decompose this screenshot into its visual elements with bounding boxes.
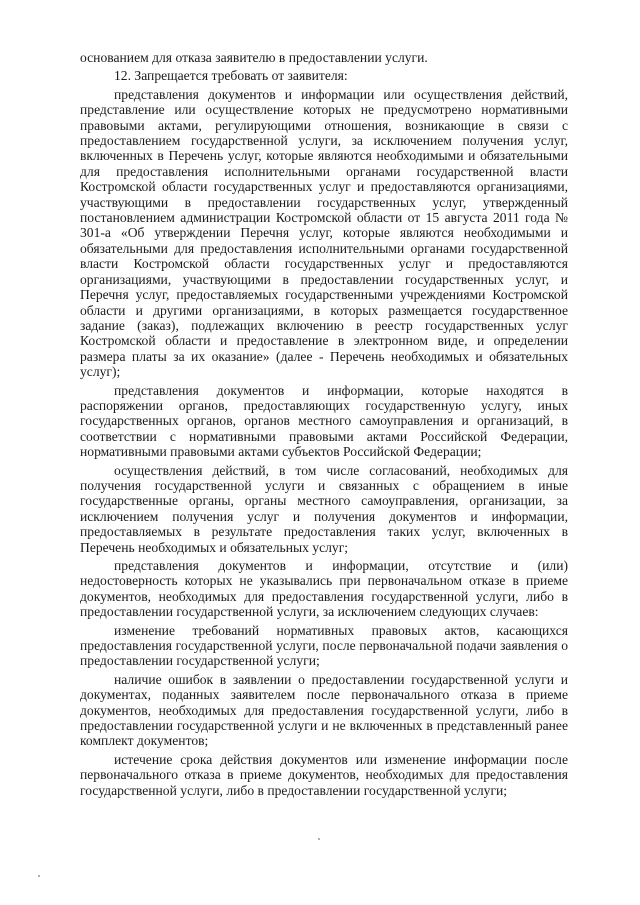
paragraph-intro-end: основанием для отказа заявителю в предоставлении услуги. bbox=[80, 50, 428, 65]
scan-speck bbox=[38, 875, 40, 877]
paragraph-requirement-1: представления документов и информации или осуществления действий, представление или осуществление которых не предусмотрено нормативными правовыми актами, регулирующими отношения, возникающие в связи с предоставлением государственной услуги, за исключением получения услуг, включенных в Перечень услуг, которые являются необходимыми и обязательными для предоставления исполнительными органами государственной власти Костромской области государственных услуг и предоставляются организациями, участвующими в предоставлении государственных услуг, утвержденный постановлением администрации Костромской области от 15 августа 2011 года № 301-а «Об утверждении Перечня услуг, которые являются необходимыми и обязательными для предоставления исполнительными органами государственной власти Костромской области государственных услуг и предоставляются организациями, участвующими в предоставлении государственных услуг, и Перечня услуг, предоставляемых государственными учреждениями Костромской области и другими организациями, в которых размещается государственное задание (заказ), подлежащих включению в реестр государственных услуг Костромской области и предоставление в электронном виде, и определении размера платы за их оказание» (далее - Перечень необходимых и обязательных услуг); bbox=[80, 86, 568, 380]
paragraph-exception-2: наличие ошибок в заявлении о предоставлении государственной услуги и документах, поданных заявителем после первоначального отказа в приеме документов, необходимых для предоставления государственной услуги, либо в предоставлении государственной услуги и не включенных в представленный ранее комплект документов; bbox=[80, 671, 568, 749]
paragraph-requirement-3: осуществления действий, в том числе согласований, необходимых для получения государственной услуги и связанных с обращением в иные государственные органы, органы местного самоуправления, организации, за исключением получения услуг и получения документов и информации, предоставляемых в результате предоставления таких услуг, включенных в Перечень необходимых и обязательных услуг; bbox=[80, 462, 568, 555]
document-page bbox=[80, 50, 568, 801]
scan-speck bbox=[318, 838, 320, 840]
paragraph-requirement-2: представления документов и информации, которые находятся в распоряжении органов, предоставляющих государственную услугу, иных государственных органов, органов местного самоуправления и организаций, в соответствии с нормативными правовыми актами Российской Федерации, нормативными правовыми актами субъектов Российской Федерации; bbox=[80, 382, 568, 460]
paragraph-exception-3: истечение срока действия документов или изменение информации после первоначального отказа в приеме документов, необходимых для предоставления государственной услуги, либо в предоставлении государственной услуги; bbox=[80, 751, 568, 798]
paragraph-clause-12: 12. Запрещается требовать от заявителя: bbox=[114, 68, 348, 84]
paragraph-requirement-4: представления документов и информации, отсутствие и (или) недостоверность которых не указывались при первоначальном отказе в приеме документов, необходимых для предоставления государственной услуги, либо в предоставлении государственной услуги, за исключением следующих случаев: bbox=[80, 558, 568, 620]
paragraph-exception-1: изменение требований нормативных правовых актов, касающихся предоставления государственной услуги, после первоначальной подачи заявления о предоставлении государственной услуги; bbox=[80, 622, 568, 669]
